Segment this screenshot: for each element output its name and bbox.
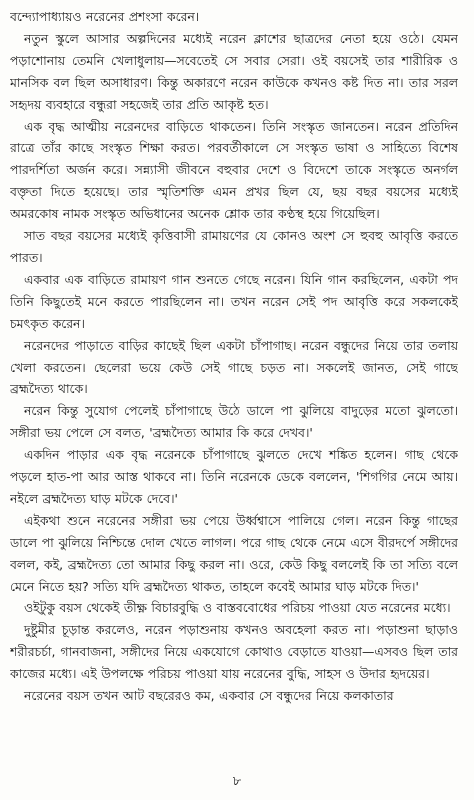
paragraph-5: একবার এক বাড়িতে রামায়ণ গান শুনতে গেছে নরেন। যিনি গান করছিলেন, একটা পদ তিনি কিছুতেই মনে করতে পারছিলেন না। তখন নরেন সেই পদ আবৃত্তি করে সকলকেই চমৎকৃত করেন।: [10, 271, 458, 331]
body-text: [10, 6, 458, 758]
paragraph-4: সাত বছর বয়সের মধ্যেই কৃত্তিবাসী রামায়ণের যে কোনও অংশ সে হুবহু আবৃত্তি করতে পারত।: [10, 228, 458, 265]
paragraph-6: নরেনদের পাড়াতে বাড়ির কাছেই ছিল একটা চাঁপাগাছ। নরেন বন্ধুদের নিয়ে তার তলায় খেলা করতেন। ছেলেরা ভয়ে কেউ সেই গাছে চড়ত না। সকলেই জানত, সেই গাছে ব্রহ্মদৈত্য থাকে।: [10, 337, 458, 397]
paragraph-10: ওইটুকু বয়স থেকেই তীক্ষ্ণ বিচারবুদ্ধি ও বাস্তববোধের পরিচয় পাওয়া যেত নরেনের মধ্যে।: [24, 600, 451, 616]
paragraph-8: একদিন পাড়ার এক বৃদ্ধ নরেনকে চাঁপাগাছে ঝুলতে দেখে শঙ্কিত হলেন। গাছ থেকে পড়লে হাত-পা আর আস্ত থাকবে না। তিনি নরেনকে ডেকে বললেন, 'শিগগির নেমে আয়। নইলে ব্রহ্মদৈত্য ঘাড় মটকে দেবে।': [10, 447, 458, 506]
paragraph-7: নরেন কিন্তু সুযোগ পেলেই চাঁপাগাছে উঠে ডালে পা ঝুলিয়ে বাদুড়ের মতো ঝুলতো। সঙ্গীরা ভয় পেলে সে বলত, 'ব্রহ্মদৈত্য আমার কি করে দেখব।': [10, 403, 458, 441]
paragraph-2: নতুন স্কুলে আসার অল্পদিনের মধ্যেই নরেন ক্লাশের ছাত্রদের নেতা হয়ে ওঠে। যেমন পড়াশোনায় তেমনি খেলাধুলায়—সবেতেই সে সবার সেরা। ওই বয়সেই তার শারীরিক ও মানসিক বল ছিল অসাধারণ। কিন্তু অকারণে নরেন কাউকে কখনও কষ্ট দিত না। তার সরল সহৃদয় ব্যবহারে বন্ধুরা সহজেই তার প্রতি আকৃষ্ট হত।: [10, 30, 458, 112]
paragraph-11: দুষ্টুমীর চূড়ান্ত করলেও, নরেন পড়াশুনায় কখনও অবহেলা করত না। পড়াশুনা ছাড়াও শরীরচর্চা, গানবাজনা, সঙ্গীদের নিয়ে একযোগে কোথাও বেড়াতে যাওয়া—এসবও ছিল তার কাজের মধ্যে। এই উপলক্ষে পরিচয় পাওয়া যায় নরেনের বুদ্ধি, সাহস ও উদার হৃদয়ের।: [10, 622, 458, 682]
page-number: ৮: [232, 774, 242, 789]
paragraph-9: এইকথা শুনে নরেনের সঙ্গীরা ভয় পেয়ে উর্ধ্বশ্বাসে পালিয়ে গেল। নরেন কিন্তু গাছের ডালে পা ঝুলিয়ে নিশ্চিন্তে দোল খেতে লাগল। পরে গাছ থেকে নেমে এসে বীরদর্পে সঙ্গীদের বলল, কই, ব্রহ্মদৈত্য তো আমার কিছু করল না। ওরে, কেউ কিছু বললেই কি তা সত্যি বলে মেনে নিতে হয়? সত্যি যদি ব্রহ্মদৈত্য থাকত, তাহলে কবেই আমার ঘাড় মটকে দিত।': [10, 512, 458, 594]
paragraph-1: বন্দ্যোপাধ্যায়ও নরেনের প্রশংসা করেন।: [10, 9, 200, 24]
paragraph-12: নরেনের বয়স তখন আট বছরেরও কম, একবার সে বন্ধুদের নিয়ে কলকাতার: [24, 688, 394, 704]
paragraph-3: এক বৃদ্ধ আত্মীয় নরেনদের বাড়িতে থাকতেন। তিনি সংস্কৃত জানতেন। নরেন প্রতিদিন রাত্রে তাঁর কাছে সংস্কৃত শিক্ষা করত। পরবর্তীকালে সে সংস্কৃত ভাষা ও সাহিত্যে বিশেষ পারদর্শিতা অর্জন করে। সন্ন্যাসী জীবনে বহুবার দেশে ও বিদেশে তাকে সংস্কৃতে অনর্গল বক্তৃতা দিতে হয়েছে। তার স্মৃতিশক্তি এমন প্রখর ছিল যে, ছয় বছর বয়সের মধ্যেই অমরকোষ নামক সংস্কৃত অভিধানের অনেক শ্লোক তার কণ্ঠস্থ হয়ে গিয়েছিল।: [10, 118, 458, 222]
